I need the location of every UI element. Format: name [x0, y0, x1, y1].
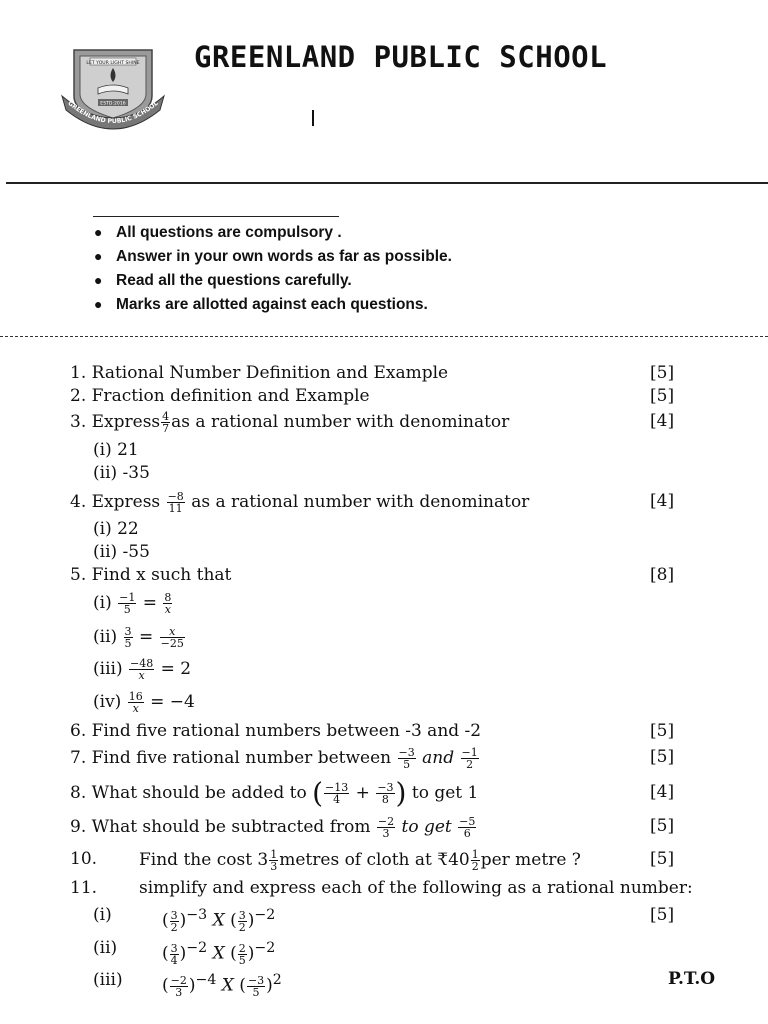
school-name: GREENLAND PUBLIC SCHOOL: [194, 40, 608, 74]
marks-q9: [5]: [650, 816, 675, 836]
instruction-item: ● Read all the questions carefully.: [94, 272, 352, 289]
question-10-text: Find the cost 3 $\frac{1}{3}$ metres of cloth at ₹40 $\frac{1}{2}$ per metre ?: [139, 848, 581, 873]
q11-sub-iii-label: (iii): [93, 970, 123, 990]
question-11: 11.: [70, 878, 98, 898]
marks-q6: [5]: [650, 721, 675, 741]
marks-q2: [5]: [650, 386, 675, 406]
school-logo: [60, 44, 166, 136]
q11-sub-ii-expr: ( $\frac{3}{4}$ )$^{-2}$ X ( $\frac{2}{5}$ )$^{-2}$: [162, 940, 276, 967]
instruction-item: ● All questions are compulsory .: [94, 224, 342, 241]
q3-sub-ii: (ii) -35: [93, 463, 150, 483]
instructions-list: [94, 221, 452, 317]
text-cursor: [312, 110, 314, 126]
q3-sub-i: (i) 21: [93, 440, 139, 460]
fraction: $\frac{4}{7}$: [162, 410, 170, 435]
question-6: 6. Find five rational numbers between -3 and -2: [70, 721, 482, 741]
question-2: 2. Fraction definition and Example: [70, 386, 370, 406]
question-8: 8. What should be added to ( $\frac{-13}{4}$ + $\frac{-3}{8}$ ) to get 1: [70, 776, 479, 810]
marks-q3: [4]: [650, 411, 675, 431]
q11-sub-ii-label: (ii): [93, 938, 118, 958]
q5-sub-ii: (ii) $\frac{3}{5}$ = $\frac{x}{-25}$: [93, 625, 184, 650]
q5-sub-i: (i) $\frac{-1}{5}$ = $\frac{8}{x}$: [93, 591, 172, 616]
header-divider: [6, 182, 768, 184]
logo-motto: LET YOUR LIGHT SHINE: [86, 61, 140, 66]
dashed-divider: [0, 336, 768, 337]
question-5: 5. Find x such that: [70, 565, 232, 585]
question-11-text: simplify and express each of the following as a rational number:: [139, 878, 693, 898]
fraction: $\frac{-8}{11}$: [167, 490, 184, 515]
instruction-item: ● Marks are allotted against each questions.: [94, 296, 428, 313]
question-9: 9. What should be subtracted from $\frac{-2}{3}$ to get $\frac{-5}{6}$: [70, 815, 476, 840]
marks-q10: [5]: [650, 849, 675, 869]
q11-sub-i-label: (i): [93, 905, 112, 925]
q4-sub-i: (i) 22: [93, 519, 139, 539]
marks-q8: [4]: [650, 782, 675, 802]
question-7: 7. Find five rational number between $\frac{-3}{5}$ and $\frac{-1}{2}$: [70, 746, 478, 771]
marks-q11: [5]: [650, 905, 675, 925]
question-3: 3. Express $\frac{4}{7}$ as a rational number with denominator: [70, 410, 510, 435]
q11-sub-iii-expr: ( $\frac{-2}{3}$ )$^{-4}$ X ( $\frac{-3}{5}$ )$^2$: [162, 972, 282, 999]
instructions-rule: [93, 216, 339, 217]
logo-ribbon: GREENLAND PUBLIC SCHOOL: [66, 99, 160, 126]
logo-established: ESTD:2016: [100, 101, 126, 107]
q5-sub-iv: (iv) $\frac{16}{x}$ = −4: [93, 690, 195, 715]
please-turn-over: P.T.O: [668, 969, 716, 989]
question-1: 1. Rational Number Definition and Example: [70, 363, 449, 383]
q4-sub-ii: (ii) -55: [93, 542, 150, 562]
q11-sub-i-expr: ( $\frac{3}{2}$ )$^{-3}$ X ( $\frac{3}{2}$ )$^{-2}$: [162, 907, 276, 934]
marks-q7: [5]: [650, 747, 675, 767]
question-10: 10.: [70, 849, 98, 869]
marks-q4: [4]: [650, 491, 675, 511]
instruction-item: ● Answer in your own words as far as possible.: [94, 248, 452, 265]
marks-q1: [5]: [650, 363, 675, 383]
q5-sub-iii: (iii) $\frac{-48}{x}$ = 2: [93, 657, 192, 682]
marks-q5: [8]: [650, 565, 675, 585]
question-4: 4. Express $\frac{-8}{11}$ as a rational number with denominator: [70, 490, 530, 515]
